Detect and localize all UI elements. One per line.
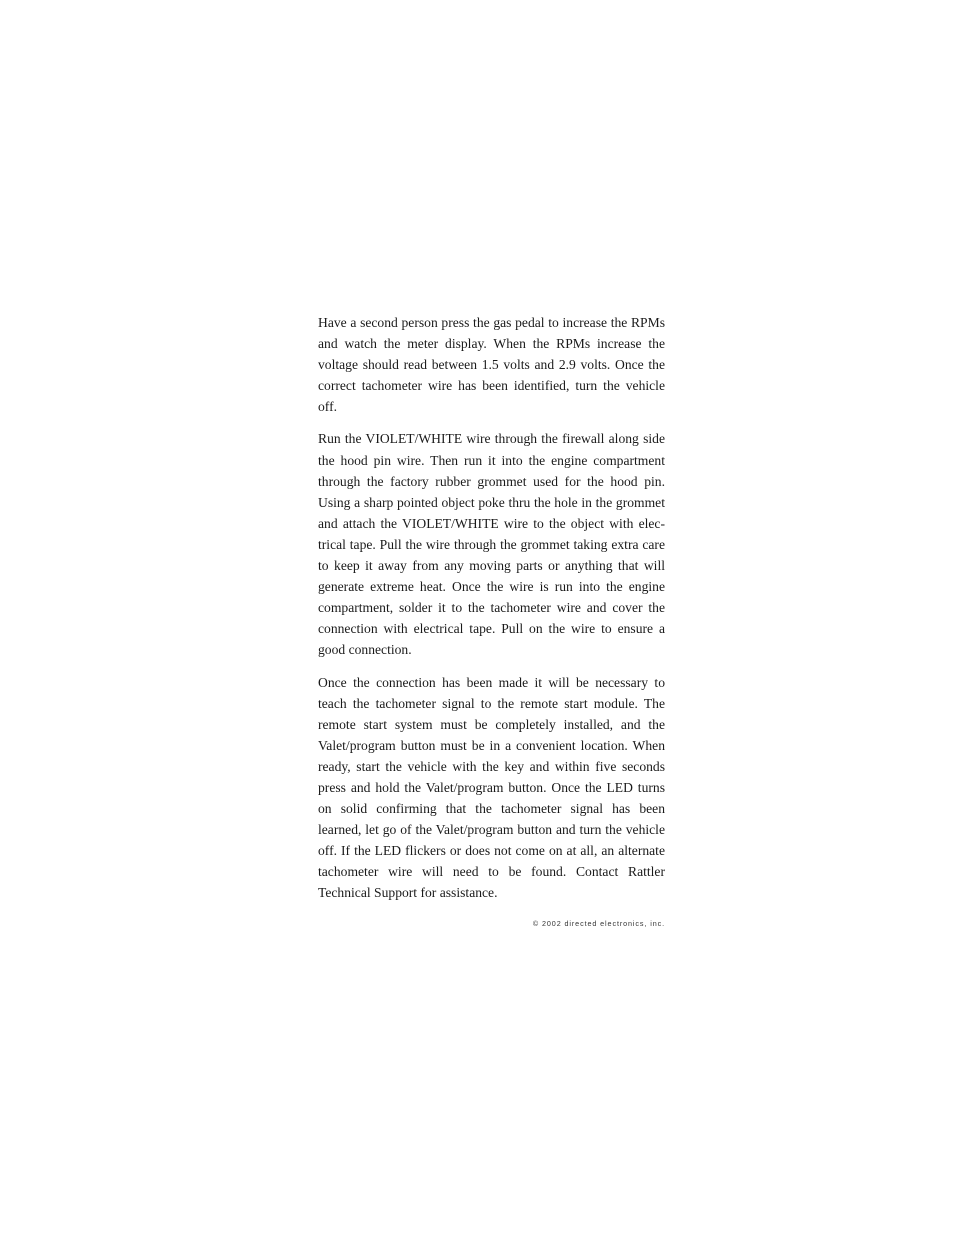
paragraph-wire-routing: Run the VIOLET/WHITE wire through the firewall along side the hood pin wire. Then run it into the engine compartment through the factory rubber grommet used for the hood pin. Using a sharp pointed object poke thru the hole in the grommet and attach the VIOLET/WHITE wire to the object with electrical tape. Pull the wire through the grommet taking extra care to keep it away from any moving parts or anything that will generate extreme heat. Once the wire is run into the engine compartment, solder it to the tachometer wire and cover the connection with electrical tape. Pull on the wire to ensure a good connection. bbox=[318, 431, 665, 658]
copyright-footer: © 2002 directed electronics, inc. bbox=[532, 919, 665, 928]
paragraph-rpm-check: Have a second person press the gas pedal to increase the RPMs and watch the meter display. When the RPMs increase the voltage should read between 1.5 volts and 2.9 volts. Once the correct tachometer wire has been identified, turn the vehicle off. bbox=[318, 315, 665, 415]
paragraph-tach-learning: Once the connection has been made it will be necessary to teach the tachometer signal to the remote start module. The remote start system must be completely installed, and the Valet/program button must be in a convenient location. When ready, start the vehicle with the key and within five seconds press and hold the Valet/program button. Once the LED turns on solid confirming that the tachometer signal has been learned, let go of the Valet/program button and turn the vehicle off. If the LED flickers or does not come on at all, an alternate tachometer wire will need to be found. Contact Rattler Technical Support for assistance. bbox=[318, 674, 665, 901]
body-text-column bbox=[318, 312, 665, 915]
